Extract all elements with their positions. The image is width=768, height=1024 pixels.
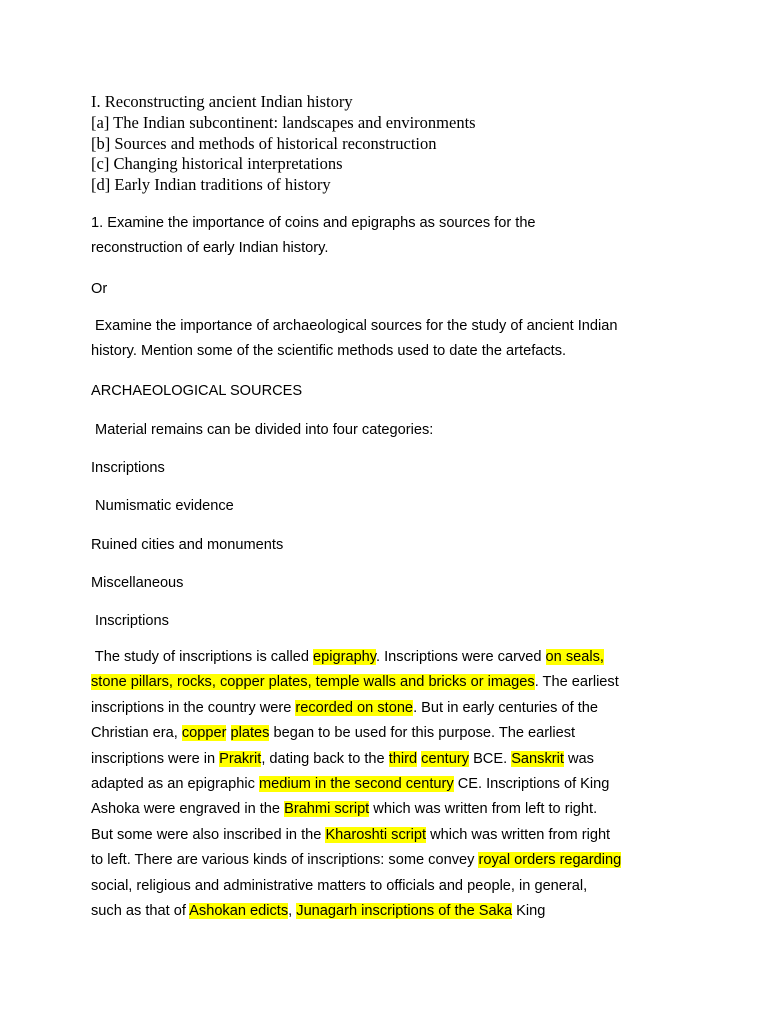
- outline-item: [d] Early Indian traditions of history: [91, 175, 331, 195]
- highlighted-text: Brahmi script: [284, 801, 370, 818]
- paragraph-text: . The earliest: [534, 674, 619, 691]
- highlighted-text: century: [421, 750, 470, 767]
- subsection-heading: Inscriptions: [91, 613, 169, 629]
- question-line: history. Mention some of the scientific methods used to date the artefacts.: [91, 343, 567, 360]
- paragraph-text: [226, 725, 230, 741]
- paragraph-text: CE. Inscriptions of King: [453, 775, 610, 792]
- paragraph-line: [91, 645, 691, 670]
- paragraph-text: , dating back to the: [261, 750, 389, 767]
- question-one: [91, 211, 536, 262]
- paragraph-text: to left. There are various kinds of inscriptions: some convey: [91, 852, 479, 869]
- paragraph-text: adapted as an epigraphic: [91, 775, 259, 792]
- paragraph-text: which was written from right: [426, 826, 611, 843]
- highlighted-text: Junagarh inscriptions of the Saka: [296, 902, 513, 919]
- question-two: [91, 314, 618, 365]
- highlighted-text: third: [388, 750, 418, 767]
- paragraph-text: such as that of: [91, 902, 190, 919]
- paragraph-text: inscriptions were in: [91, 750, 220, 767]
- paragraph-line: [91, 848, 691, 873]
- outline-item: [c] Changing historical interpretations: [91, 154, 343, 174]
- highlighted-text: recorded on stone: [295, 699, 414, 716]
- paragraph-line: [91, 670, 691, 695]
- outline-item: [a] The Indian subcontinent: landscapes and environments: [91, 112, 476, 132]
- highlighted-text: copper: [181, 725, 227, 742]
- paragraph-text: Christian era,: [91, 725, 182, 742]
- highlighted-text: medium in the second century: [258, 775, 454, 792]
- category-item: Inscriptions: [91, 460, 165, 476]
- outline-title: I. Reconstructing ancient Indian history: [91, 92, 353, 111]
- paragraph-text: King: [512, 902, 546, 919]
- highlighted-text: stone pillars, rocks, copper plates, temple walls and bricks or images: [91, 674, 535, 691]
- category-item: Ruined cities and monuments: [91, 537, 284, 553]
- paragraph-line: [91, 696, 691, 721]
- paragraph-text: . But in early centuries of the: [413, 699, 599, 716]
- highlighted-text: Ashokan edicts: [189, 902, 289, 919]
- paragraph-line: [91, 823, 691, 848]
- inscriptions-paragraph: [91, 645, 691, 924]
- intro-text: Material remains can be divided into four categories:: [91, 422, 434, 438]
- highlighted-text: Kharoshti script: [325, 826, 427, 843]
- paragraph-text: Ashoka were engraved in the: [91, 801, 285, 818]
- paragraph-text: social, religious and administrative matters to officials and people, in general,: [91, 877, 588, 894]
- question-line: reconstruction of early Indian history.: [91, 240, 329, 257]
- paragraph-text: But some were also inscribed in the: [91, 826, 326, 843]
- paragraph-line: [91, 721, 691, 746]
- paragraph-line: [91, 772, 691, 797]
- or-separator: Or: [91, 281, 108, 297]
- paragraph-line: [91, 899, 691, 924]
- paragraph-text: The study of inscriptions is called: [91, 649, 313, 665]
- paragraph-line: [91, 874, 691, 899]
- highlighted-text: Sanskrit: [511, 750, 564, 767]
- section-heading: ARCHAEOLOGICAL SOURCES: [91, 383, 303, 399]
- highlighted-text: epigraphy: [313, 649, 377, 665]
- paragraph-line: [91, 797, 691, 822]
- paragraph-line: [91, 747, 691, 772]
- highlighted-text: plates: [230, 725, 270, 742]
- syllabus-outline: [91, 92, 476, 196]
- highlighted-text: on seals,: [545, 649, 604, 665]
- question-line: Examine the importance of archaeological sources for the study of ancient Indian: [91, 318, 618, 334]
- highlighted-text: royal orders regarding: [478, 852, 622, 869]
- category-item: Miscellaneous: [91, 575, 184, 591]
- paragraph-text: which was written from left to right.: [369, 801, 598, 818]
- paragraph-text: ,: [288, 902, 297, 919]
- paragraph-text: . Inscriptions were carved: [376, 649, 546, 665]
- paragraph-text: inscriptions in the country were: [91, 699, 296, 716]
- paragraph-text: was: [563, 750, 594, 767]
- highlighted-text: Prakrit: [219, 750, 262, 767]
- question-line: 1. Examine the importance of coins and epigraphs as sources for the: [91, 215, 536, 231]
- outline-item: [b] Sources and methods of historical reconstruction: [91, 133, 437, 153]
- category-item: Numismatic evidence: [91, 498, 234, 514]
- paragraph-text: began to be used for this purpose. The earliest: [269, 725, 576, 742]
- paragraph-text: BCE.: [469, 750, 512, 767]
